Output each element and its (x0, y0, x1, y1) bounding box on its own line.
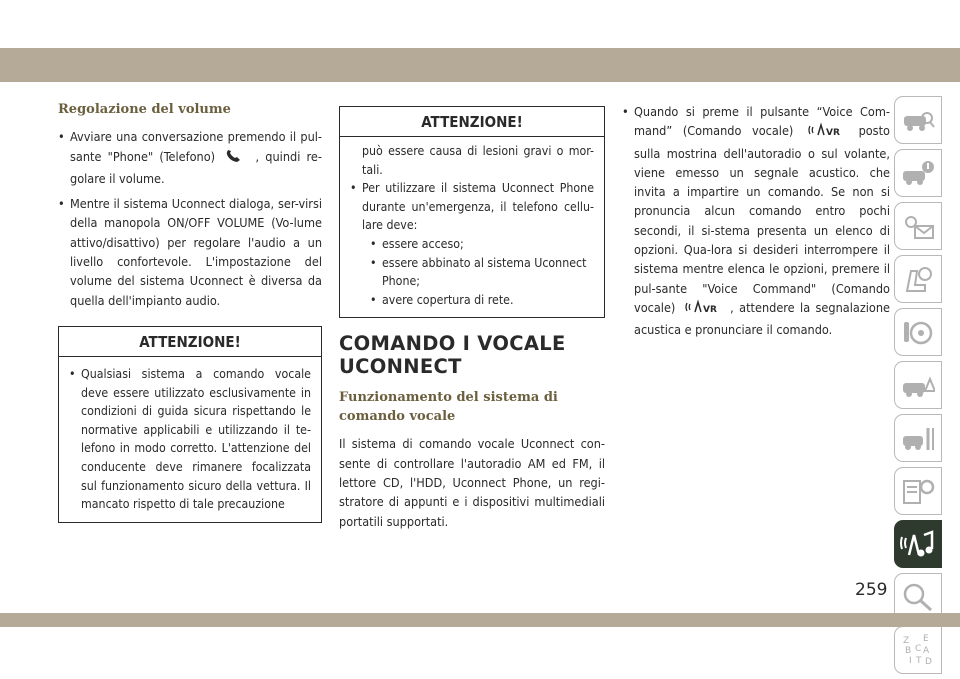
chapter-tabs (894, 96, 944, 679)
svg-text:I: I (909, 656, 912, 666)
tab-multimedia[interactable] (894, 520, 942, 568)
voice-command-icon (808, 122, 844, 143)
list-item: • Mentre il sistema Uconnect dialoga, ser-virsi della manopola ON/OFF VOLUME (Vo-lume attivo/disattivo) per regolare l'audio a un livello confortevole. L'impostazione del volume del sistema Uconnect è diversa da quella dell'impianto audio. (58, 194, 322, 310)
list-item: • Quando si preme il pulsante “Voice Com-mand” (Comando vocale) VR posto sulla mostrina dell'autoradio o sul volante, viene emesso un segnale acustico. che invita a impartire un comando. Se non si pronuncia alcun comando entro pochi secondi, il si-stema presenta un elenco di opzioni. Qua-lora si desideri interrompere il sistema mentre elenca le opzioni, premere il pul-sante "Voice Command" (Comando vocale) VR , attendere la segnalazione acustica e pronunciare il comando. (622, 102, 890, 340)
tab-car-info[interactable] (894, 149, 942, 197)
section-heading: Regolazione del volume (58, 102, 231, 117)
car-tools-icon (901, 424, 935, 452)
warning-lights-icon (901, 212, 935, 240)
tab-maintenance[interactable] (894, 414, 942, 462)
svg-text:VR: VR (825, 128, 840, 139)
top-band (0, 48, 960, 82)
warning-item: • Per utilizzare il sistema Uconnect Phone durante un'emergenza, il telefono cellu-lare deve: (350, 179, 594, 235)
tab-index[interactable] (894, 626, 942, 674)
car-search-icon (901, 106, 935, 134)
list-item: • Avviare una conversazione premendo il pul-sante "Phone" (Telefono) , quindi re-golare il volume. (58, 127, 322, 188)
svg-text:A: A (923, 646, 930, 656)
warning-box (58, 326, 322, 523)
warning-sub-item: • essere abbinato al sistema Uconnect Phone; (350, 254, 594, 291)
warning-continuation: può essere causa di lesioni gravi o mor-tali. (362, 144, 594, 177)
sub-heading: Funzionamento del sistema di comando vocale (339, 390, 558, 425)
tab-safety[interactable] (894, 255, 942, 303)
middle-column (339, 106, 605, 531)
airbag-seat-icon (901, 265, 935, 293)
warning-item: • Qualsiasi sistema a comando vocale deve essere utilizzato esclusivamente in condizioni di guida sicura rispettando le normative applicabili e utilizzando il te-lefono in modo corretto. L'attenzione del conducente deve rimanere focalizzata sul funzionamento sicuro della vettura. Il mancato rispetto di tale precauzione (69, 365, 311, 514)
svg-text:Z: Z (903, 636, 910, 646)
svg-text:T: T (916, 656, 922, 666)
warning-title: ATTENZIONE! (59, 327, 321, 357)
phone-icon (225, 150, 245, 169)
tab-emergency[interactable] (894, 361, 942, 409)
search-icon (901, 582, 935, 612)
hazard-car-icon (901, 371, 935, 399)
svg-text:C: C (915, 644, 922, 654)
specifications-icon (901, 477, 935, 505)
body-paragraph: Il sistema di comando vocale Uconnect con-sente di controllare l'autoradio AM ed FM, il lettore CD, l'HDD, Uconnect Phone, un regi-stratore di appunti e i dispositivi multimediali portatili supportati. (339, 436, 605, 529)
svg-text:D: D (925, 657, 932, 667)
svg-text:VR: VR (702, 304, 717, 315)
page-number: 259 (855, 580, 888, 600)
warning-title: ATTENZIONE! (340, 107, 604, 137)
multimedia-icon (900, 529, 936, 559)
warning-box (339, 106, 605, 318)
voice-command-icon (685, 299, 721, 320)
left-column (58, 100, 322, 523)
tab-car-search[interactable] (894, 96, 942, 144)
right-column (622, 102, 890, 346)
warning-sub-item: • essere acceso; (350, 235, 594, 254)
tab-warning-lights[interactable] (894, 202, 942, 250)
svg-text:B: B (905, 646, 912, 656)
index-icon (901, 633, 935, 667)
bottom-band (0, 613, 960, 627)
steering-wheel-icon (901, 318, 935, 346)
tab-driving[interactable] (894, 308, 942, 356)
svg-text:E: E (923, 634, 929, 644)
tab-specifications[interactable] (894, 467, 942, 515)
main-heading: COMANDO I VOCALE UCONNECT (339, 332, 566, 379)
car-info-icon (901, 159, 935, 187)
warning-sub-item: • avere copertura di rete. (350, 291, 594, 310)
